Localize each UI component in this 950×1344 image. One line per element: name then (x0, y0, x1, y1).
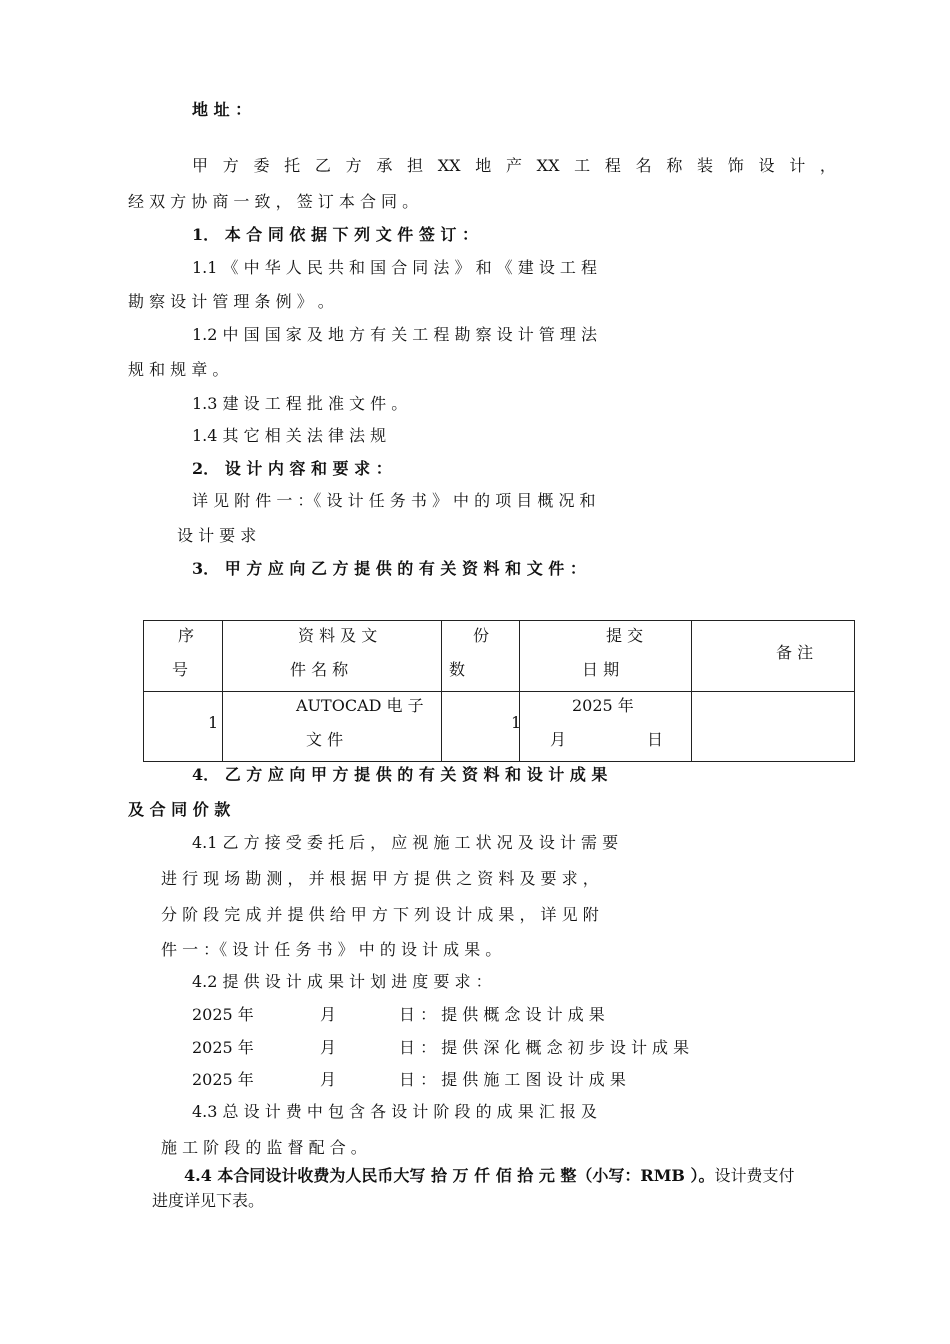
header-no-b: 号 (172, 660, 189, 679)
row-name-a: AUTOCAD 电 子 (296, 696, 424, 715)
address-label: 地 址 ： (192, 100, 252, 119)
header-date-a: 提 交 (606, 626, 644, 645)
section-3-heading: 3． 甲 方 应 向 乙 方 提 供 的 有 关 资 料 和 文 件 ： (192, 559, 586, 578)
header-no-a: 序 (178, 626, 195, 645)
header-date-b: 日 期 (582, 660, 620, 679)
item-1-4: 1.4 其 它 相 关 法 律 法 规 (192, 426, 387, 445)
intro-word: 计 (789, 156, 806, 175)
header-name-b: 件 名 称 (290, 660, 349, 679)
item-1-2-line-1: 1.2 中 国 国 家 及 地 方 有 关 工 程 勘 察 设 计 管 理 法 (192, 325, 597, 344)
item-4-1-line-4: 件 一 ：《 设 计 任 务 书 》 中 的 设 计 成 果 。 (161, 940, 502, 959)
item-4-3-line-1: 4.3 总 设 计 费 中 包 含 各 设 计 阶 段 的 成 果 汇 报 及 (192, 1102, 597, 1121)
section-4-heading-2: 及 合 同 价 款 (128, 800, 231, 819)
intro-word: 委 (253, 156, 270, 175)
intro-word: 工 (574, 156, 591, 175)
intro-word: 乙 (314, 156, 331, 175)
schedule-2-year: 2025 年 (192, 1038, 254, 1057)
materials-table (143, 620, 855, 762)
intro-word: 甲 (192, 156, 209, 175)
item-4-2: 4.2 提 供 设 计 成 果 计 划 进 度 要 求 ： (192, 972, 492, 991)
section-4-heading-1: 4． 乙 方 应 向 甲 方 提 供 的 有 关 资 料 和 设 计 成 果 (192, 765, 608, 784)
intro-word: 担 (407, 156, 424, 175)
intro-word: 程 (604, 156, 621, 175)
intro-word: XX (536, 156, 560, 175)
item-4-1-line-3: 分 阶 段 完 成 并 提 供 给 甲 方 下 列 设 计 成 果 ， 详 见 附 (161, 905, 599, 924)
intro-line-1 (192, 155, 836, 177)
intro-word: 承 (376, 156, 393, 175)
item-1-3: 1.3 建 设 工 程 批 准 文 件 。 (192, 394, 408, 413)
schedule-3-month: 月 (320, 1070, 337, 1089)
intro-word: 饰 (727, 156, 744, 175)
item-4-1-line-2: 进 行 现 场 勘 测 ， 并 根 据 甲 方 提 供 之 资 料 及 要 求 ， (161, 869, 599, 888)
intro-word: 名 (635, 156, 652, 175)
item-4-4-line-2: 进度详见下表。 (152, 1191, 265, 1210)
section-2-line-1: 详 见 附 件 一 ：《 设 计 任 务 书 》 中 的 项 目 概 况 和 (192, 491, 596, 510)
schedule-1-year: 2025 年 (192, 1005, 254, 1024)
header-remark: 备 注 (776, 643, 814, 662)
intro-word: 称 (666, 156, 683, 175)
intro-word: 装 (697, 156, 714, 175)
intro-word: XX (437, 156, 461, 175)
intro-word: ， (819, 156, 836, 175)
schedule-3-year: 2025 年 (192, 1070, 254, 1089)
item-4-4-fee-tail: 设计费支付 (714, 1166, 795, 1185)
intro-word: 地 (475, 156, 492, 175)
schedule-2-month: 月 (320, 1038, 337, 1057)
item-4-3-line-2: 施 工 阶 段 的 监 督 配 合 。 (161, 1138, 367, 1157)
intro-line-2: 经 双 方 协 商 一 致 ， 签 订 本 合 同 。 (128, 192, 419, 211)
row-qty: 1 (511, 713, 522, 732)
row-no: 1 (208, 713, 219, 732)
header-name-a: 资 料 及 文 (298, 626, 378, 645)
intro-word: 方 (345, 156, 362, 175)
header-qty-a: 份 (473, 626, 490, 645)
schedule-2-text: 日 ： 提 供 深 化 概 念 初 步 设 计 成 果 (399, 1038, 690, 1057)
intro-word: 产 (505, 156, 522, 175)
section-2-line-2: 设 计 要 求 (177, 526, 257, 545)
row-date-day: 日 (647, 730, 664, 749)
schedule-3-text: 日 ： 提 供 施 工 图 设 计 成 果 (399, 1070, 626, 1089)
item-1-1-line-1: 1.1 《 中 华 人 民 共 和 国 合 同 法 》 和 《 建 设 工 程 (192, 258, 597, 277)
intro-word: 设 (758, 156, 775, 175)
item-4-4-fee-text: 4.4 本合同设计收费为人民币大写 拾 万 仟 佰 拾 元 整（小写：RMB ）。 (184, 1166, 715, 1185)
item-1-2-line-2: 规 和 规 章 。 (128, 360, 229, 379)
item-1-1-line-2: 勘 察 设 计 管 理 条 例 》 。 (128, 292, 334, 311)
schedule-1-text: 日 ： 提 供 概 念 设 计 成 果 (399, 1005, 605, 1024)
row-date-month: 月 (550, 730, 567, 749)
section-1-heading: 1． 本 合 同 依 据 下 列 文 件 签 订 ： (192, 225, 478, 244)
row-name-b: 文 件 (306, 730, 344, 749)
item-4-1-line-1: 4.1 乙 方 接 受 委 托 后 ， 应 视 施 工 状 况 及 设 计 需 要 (192, 833, 619, 852)
header-qty-b: 数 (449, 660, 466, 679)
item-4-4-line-1 (184, 1165, 795, 1187)
schedule-1-month: 月 (320, 1005, 337, 1024)
row-date-a: 2025 年 (572, 696, 634, 715)
section-2-heading: 2． 设 计 内 容 和 要 求 ： (192, 459, 392, 478)
intro-word: 方 (222, 156, 239, 175)
intro-word: 托 (284, 156, 301, 175)
